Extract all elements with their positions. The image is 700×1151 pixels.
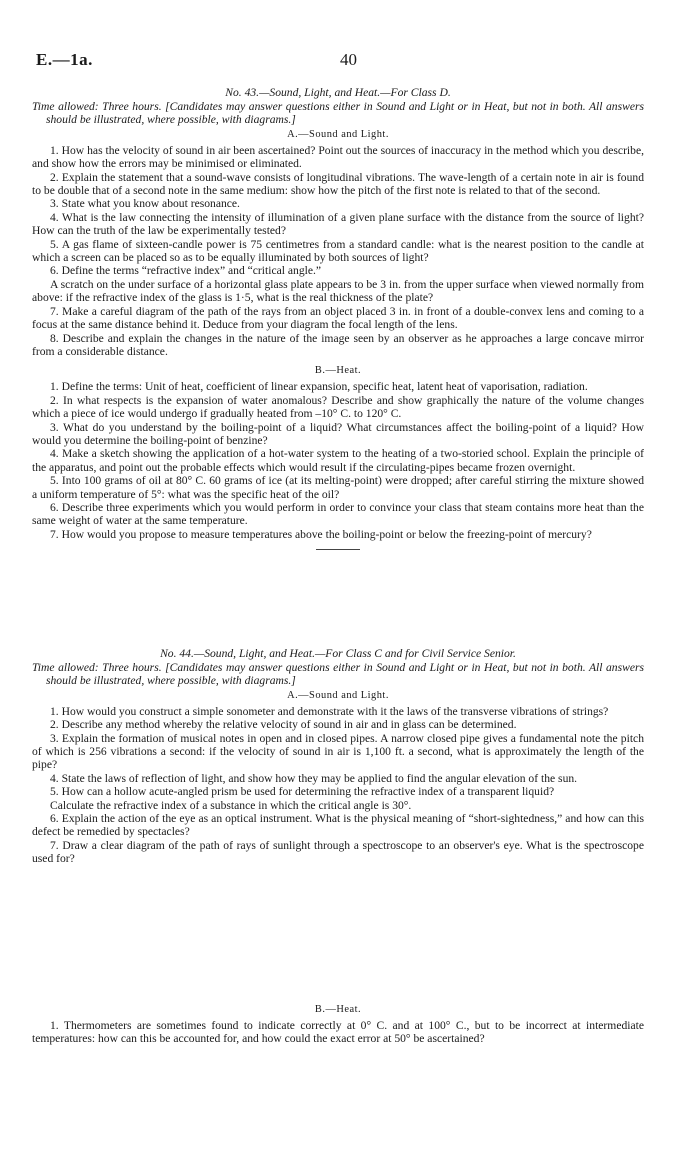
question: 8. Describe and explain the changes in the nature of the image seen by an observer as he approaches a large concave mirror from a considerable distance. <box>32 331 644 358</box>
section-heading: B.—Heat. <box>314 365 362 377</box>
question: 1. How would you construct a simple sonometer and demonstrate with it the laws of the transverse vibrations of strings? <box>50 704 609 718</box>
question: 2. Describe any method whereby the relative velocity of sound in air and in glass can be determined. <box>50 718 517 732</box>
question: 2. Explain the statement that a sound-wave consists of longitudinal vibrations. The wave-length of a certain note in air is found to be double that of a second note in the same medium: show how the pitch of the first note is related to that of the second. <box>32 170 644 198</box>
question: 4. Make a sketch showing the application of a hot-water system to the heating of a two-storied school. Explain the principle of the apparatus, and point out the probable effects which would result if the circulating-pipes became frozen overnight. <box>32 447 644 474</box>
exam-43 <box>32 86 644 558</box>
question: 5. A gas flame of sixteen-candle power is 75 centimetres from a standard candle: what is the nearest position to the candle at which a screen can be placed so as to be equally illuminated by both sources of light? <box>32 237 644 265</box>
question: 6. Explain the action of the eye as an optical instrument. What is the physical meaning of “short-sightedness,” and how can this defect be remedied by spectacles? <box>32 812 644 839</box>
question: A scratch on the under surface of a horizontal glass plate appears to be 3 in. from the upper surface when viewed normally from above: if the refractive index of the glass is 1·5, what is the real thickness of the plate? <box>32 277 644 305</box>
question: 1. Define the terms: Unit of heat, coefficient of linear expansion, specific heat, latent heat of vaporisation, radiation. <box>50 380 588 394</box>
page-number: 40 <box>340 50 357 69</box>
question: 4. What is the law connecting the intensity of illumination of a given plane surface with the distance from the source of light? How can the truth of the law be experimentally tested? <box>32 210 644 238</box>
question: 3. State what you know about resonance. <box>50 197 240 211</box>
exam-44-heat <box>32 1002 644 1046</box>
exam-instructions: Time allowed: Three hours. [Candidates may answer questions either in Sound and Light or in Heat, but not in both. All answers should be illustrated, where possible, with diagrams.] <box>32 661 644 688</box>
exam-title: No. 44.—Sound, Light, and Heat.—For Class C and for Civil Service Senior. <box>160 647 516 660</box>
question: 4. State the laws of reflection of light, and show how they may be applied to find the angular elevation of the sun. <box>50 771 578 785</box>
question: 3. What do you understand by the boiling-point of a liquid? What circumstances affect the boiling-point of a liquid? How would you determine the boiling-point of benzine? <box>32 420 644 447</box>
divider <box>316 549 360 550</box>
exam-instructions: Time allowed: Three hours. [Candidates may answer questions either in Sound and Light or in Heat, but not in both. All answers should be illustrated, where possible, with diagrams.] <box>32 100 644 127</box>
question: 5. Into 100 grams of oil at 80° C. 60 grams of ice (at its melting-point) were dropped; after careful stirring the mixture showed a uniform temperature of 5°: what was the specific heat of the oil? <box>32 474 644 501</box>
exam-44 <box>32 647 644 866</box>
question: 7. How would you propose to measure temperatures above the boiling-point or below the freezing-point of mercury? <box>50 527 592 541</box>
question: 3. Explain the formation of musical notes in open and in closed pipes. A narrow closed pipe gives a fundamental note the pitch of which is 256 vibrations a second: if the velocity of sound in air is 1,100 ft. a second, what is approximately the length of the pipe? <box>32 731 644 772</box>
question: 7. Make a careful diagram of the path of the rays from an object placed 3 in. in front of a double-convex lens and coming to a focus at the same distance behind it. Deduce from your diagram the focal length of the lens. <box>32 304 644 332</box>
exam-title: No. 43.—Sound, Light, and Heat.—For Class D. <box>225 86 451 99</box>
question: 2. In what respects is the expansion of water anomalous? Describe and show graphically the nature of the volume changes which a piece of ice would undergo if gradually heated from –10° C. to 120° C. <box>32 393 644 421</box>
question: 6. Define the terms “refractive index” and “critical angle.” <box>50 264 322 278</box>
section-heading: A.—Sound and Light. <box>287 689 389 701</box>
section-heading: B.—Heat. <box>314 1004 362 1015</box>
question: 1. How has the velocity of sound in air been ascertained? Point out the sources of inaccuracy in the method which you describe, and show how the errors may be minimised or eliminated. <box>32 143 644 171</box>
question: 7. Draw a clear diagram of the path of rays of sunlight through a spectroscope to an observer's eye. What is the spectroscope used for? <box>32 838 644 866</box>
section-heading: A.—Sound and Light. <box>287 128 389 140</box>
running-header: E.—1a. <box>36 50 93 69</box>
question: 6. Describe three experiments which you would perform in order to convince your class that steam contains more heat than the same weight of water at the same temperature. <box>32 500 644 528</box>
question: 1. Thermometers are sometimes found to indicate correctly at 0° C. and at 100° C., but to be incorrect at intermediate temperatures: how can this be accounted for, and how could the exact error at 50° be ascertained? <box>32 1019 644 1046</box>
question: Calculate the refractive index of a substance in which the critical angle is 30°. <box>50 798 412 812</box>
question: 5. How can a hollow acute-angled prism be used for determining the refractive index of a transparent liquid? <box>50 785 555 799</box>
